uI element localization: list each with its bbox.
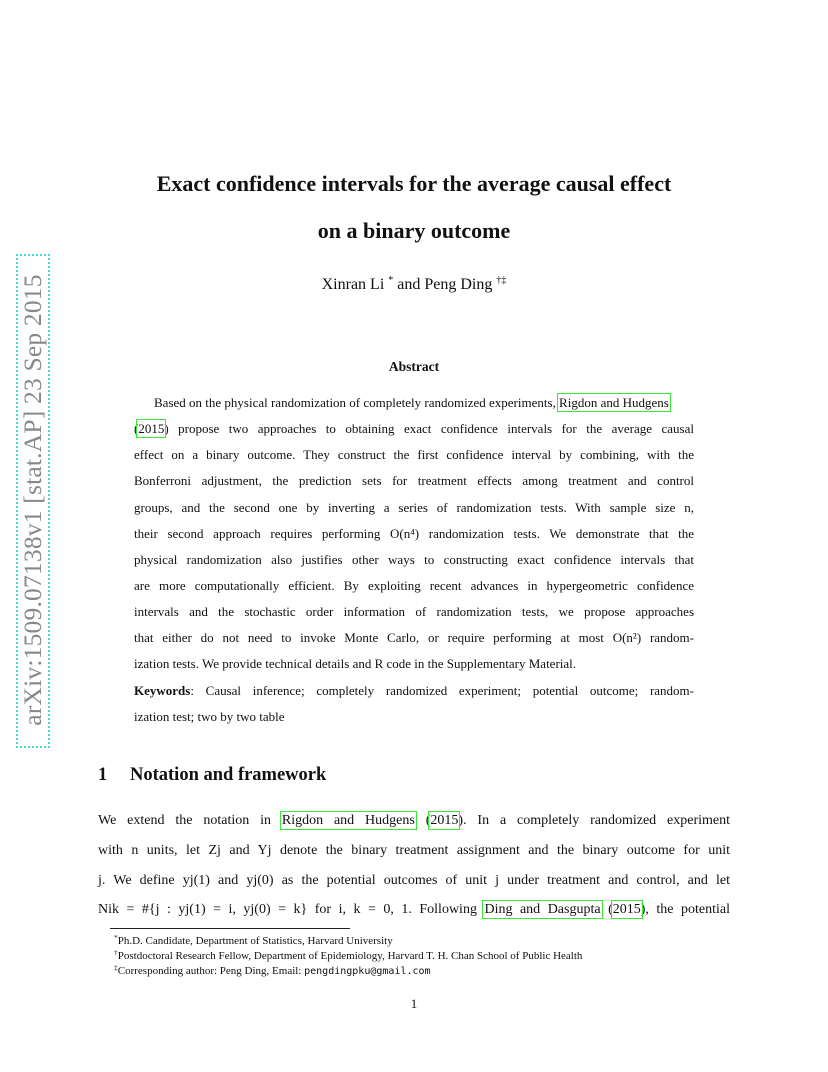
footnote-divider bbox=[110, 928, 350, 929]
body-line-2: with n units, let Zj and Yj denote the binary treatment assignment and the binary outcome for unit bbox=[98, 843, 730, 858]
abstract-heading: Abstract bbox=[388, 359, 440, 374]
arxiv-identifier[interactable]: arXiv:1509.07138v1 [stat.AP] 23 Sep 2015 bbox=[18, 274, 47, 726]
body-line-4: Nik = #{j : yj(1) = i, yj(0) = k} for i, k = 0, 1. Following Ding and Dasgupta (2015), the potential bbox=[98, 902, 731, 917]
footnote-2 bbox=[114, 948, 582, 962]
keywords-line bbox=[134, 684, 694, 697]
page-number: 1 bbox=[410, 996, 418, 1011]
abstract-line-2: (2015) propose two approaches to obtaining exact confidence intervals for the average causal bbox=[134, 421, 694, 436]
body-text: Nik = #{j : yj(1) = i, yj(0) = k} for i, k = 0, 1. Following bbox=[98, 902, 477, 917]
body-line-1: We extend the notation in Rigdon and Hudgens (2015). In a completely randomized experiment bbox=[98, 813, 731, 828]
footnote-mark: ‡ bbox=[114, 963, 118, 972]
body-text: ), the potential bbox=[640, 902, 731, 917]
citation-link[interactable]: Rigdon and Hudgens bbox=[281, 813, 415, 828]
abstract-line-4: Bonferroni adjustment, the prediction sets for treatment effects among treatment and control bbox=[134, 473, 694, 488]
section-number: 1 bbox=[98, 765, 108, 785]
body-line-3: j. We define yj(1) and yj(0) as the potential outcomes of unit j under treatment and control, and let bbox=[98, 873, 730, 888]
footnote-text: Corresponding author: Peng Ding, Email: bbox=[117, 965, 305, 977]
abstract-line-11: ization tests. We provide technical details and R code in the Supplementary Material. bbox=[134, 656, 577, 671]
citation-year-link[interactable]: 2015 bbox=[138, 421, 165, 436]
footnote-mark: † bbox=[114, 948, 118, 957]
author-1-mark[interactable]: * bbox=[388, 275, 394, 286]
body-text: ). In a completely randomized experiment bbox=[458, 813, 731, 828]
citation-year-link[interactable]: 2015 bbox=[612, 902, 641, 917]
abstract-text: ) propose two approaches to obtaining exact confidence intervals for the average causal bbox=[164, 421, 694, 436]
abstract-line-5: groups, and the second one by inverting a series of randomization tests. With sample size n, bbox=[134, 500, 694, 515]
abstract-line-1 bbox=[134, 396, 721, 409]
keywords-text: : Causal inference; completely randomized experiment; potential outcome; random- bbox=[190, 683, 694, 698]
citation-link[interactable]: Ding and Dasgupta bbox=[484, 902, 601, 917]
body-text: We extend the notation in bbox=[98, 813, 271, 828]
footnote-text: Postdoctoral Research Fellow, Department of Epidemiology, Harvard T. H. Chan School of Public Health bbox=[117, 950, 583, 962]
abstract-text: Based on the physical randomization of completely randomized experiments, bbox=[154, 395, 556, 410]
abstract-line-8: are more computationally efficient. By exploiting recent advances in hypergeometric confidence bbox=[134, 578, 694, 593]
keywords-label: Keywords bbox=[134, 683, 191, 698]
section-heading bbox=[98, 765, 326, 786]
author-list bbox=[0, 275, 828, 294]
paper-title-line-1: Exact confidence intervals for the average causal effect bbox=[156, 171, 672, 196]
author-2: and Peng Ding bbox=[397, 276, 493, 293]
footnote-text: Ph.D. Candidate, Department of Statistics, Harvard University bbox=[117, 935, 393, 947]
abstract-line-6: their second approach requires performing O(n⁴) randomization tests. We demonstrate that the bbox=[134, 526, 694, 541]
footnote-mark: * bbox=[114, 933, 118, 942]
author-2-mark[interactable]: †‡ bbox=[496, 275, 507, 286]
author-1: Xinran Li bbox=[321, 276, 385, 293]
citation-year-link[interactable]: 2015 bbox=[430, 813, 459, 828]
abstract-line-7: physical randomization also justifies other ways to constructing exact confidence intervals that bbox=[134, 552, 694, 567]
footnote-3 bbox=[114, 963, 431, 977]
paper-title-line-2: on a binary outcome bbox=[317, 218, 511, 243]
abstract-line-10: that either do not need to invoke Monte Carlo, or require performing at most O(n²) random- bbox=[134, 630, 694, 645]
keywords-line-2: ization test; two by two table bbox=[134, 709, 285, 724]
citation-link[interactable]: Rigdon and Hudgens bbox=[559, 395, 669, 410]
footnote-1 bbox=[114, 933, 393, 947]
email-address[interactable]: pengdingpku@gmail.com bbox=[304, 966, 431, 977]
section-title: Notation and framework bbox=[130, 765, 327, 785]
abstract-line-9: intervals and the stochastic order information of randomization tests, we propose approaches bbox=[134, 604, 694, 619]
abstract-line-3: effect on a binary outcome. They construct the first confidence interval by combining, with the bbox=[134, 447, 694, 462]
